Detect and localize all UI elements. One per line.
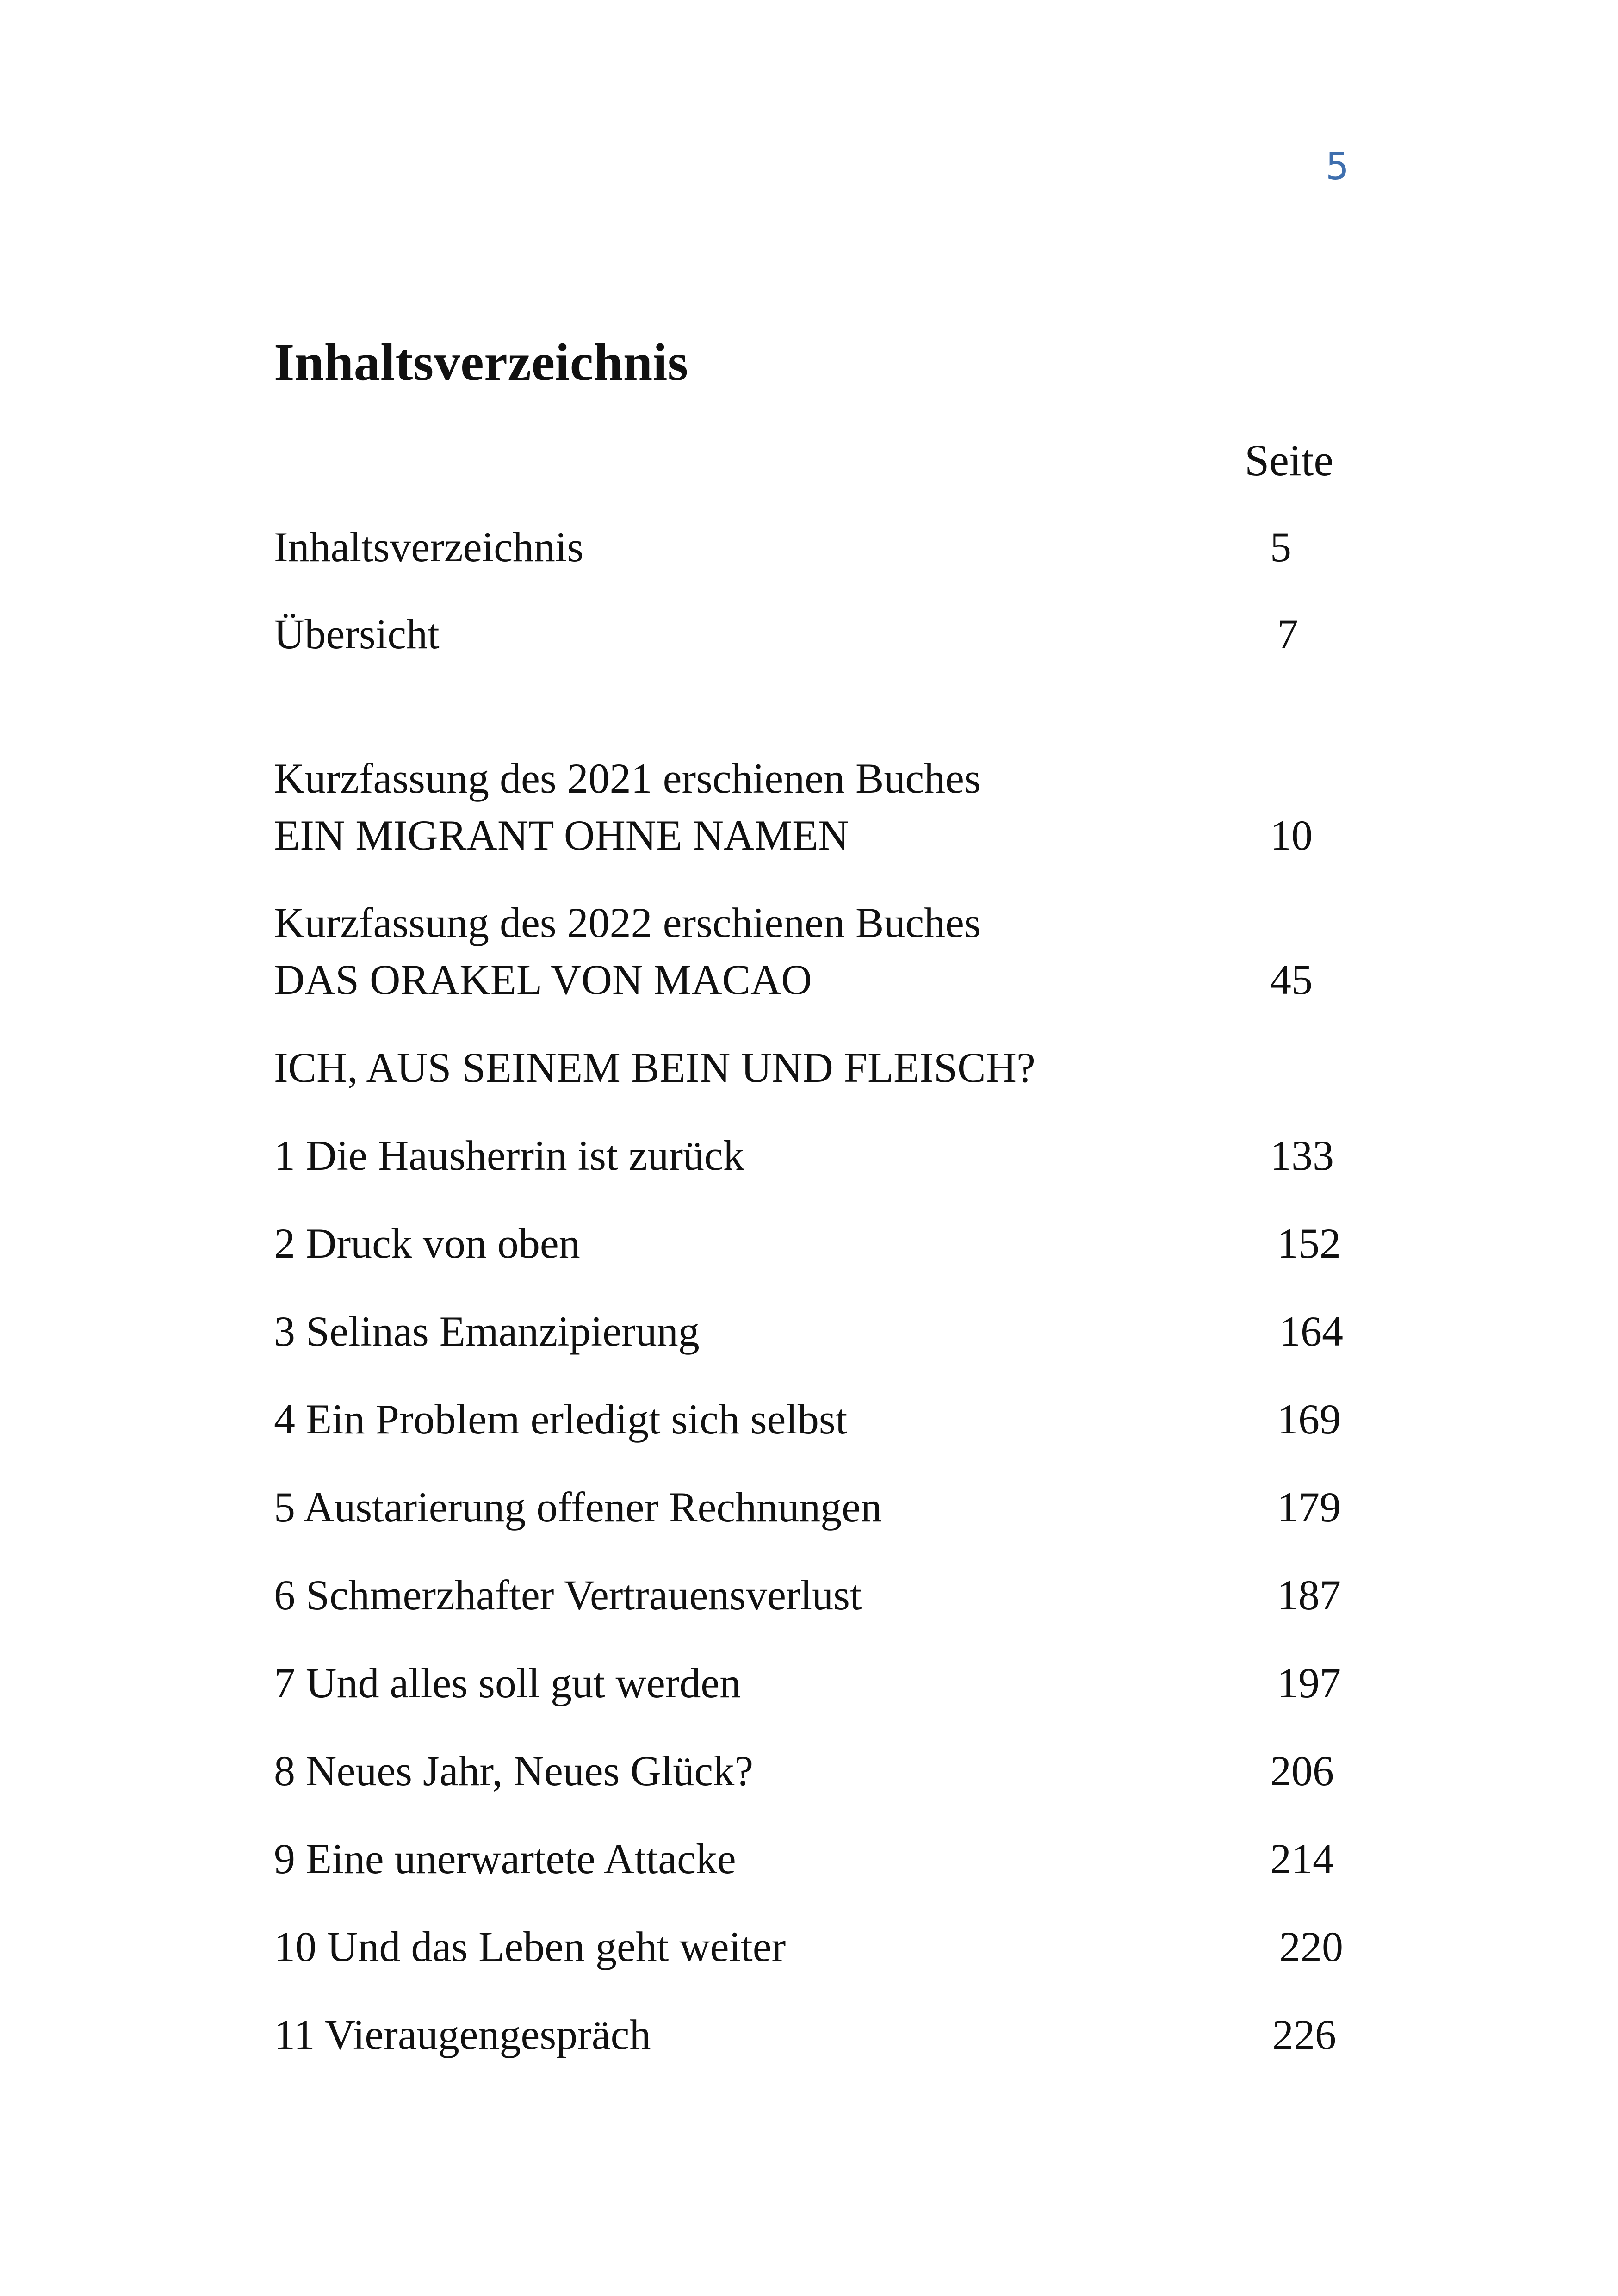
toc-entry-page: 220	[1279, 1923, 1343, 1970]
toc-entry-page: 5	[1270, 523, 1291, 571]
toc-entry-title: 8 Neues Jahr, Neues Glück?	[274, 1747, 754, 1794]
toc-entry-title: Inhaltsverzeichnis	[274, 523, 584, 571]
toc-entry-page: 214	[1270, 1835, 1334, 1882]
toc-entry-page: 226	[1272, 2011, 1336, 2058]
toc-entry-page: 133	[1270, 1132, 1334, 1179]
toc-entry-title: Kurzfassung des 2021 erschienen Buches	[274, 755, 981, 802]
toc-entry-page: 10	[1270, 812, 1313, 859]
toc-entry-title: 10 Und das Leben geht weiter	[274, 1923, 786, 1970]
toc-entry-page: 164	[1279, 1308, 1343, 1355]
toc-entry-title: 11 Vieraugengespräch	[274, 2011, 651, 2058]
page-number: 5	[1326, 145, 1349, 188]
toc-entry-subtitle: DAS ORAKEL VON MACAO	[274, 956, 812, 1003]
toc-entry-page: 7	[1277, 610, 1298, 658]
page-column-header: Seite	[1245, 435, 1333, 485]
toc-entry-page: 45	[1270, 956, 1313, 1003]
toc-entry-title: 7 Und alles soll gut werden	[274, 1659, 741, 1706]
toc-entry-page: 197	[1277, 1659, 1341, 1706]
toc-entry-title: Kurzfassung des 2022 erschienen Buches	[274, 899, 981, 946]
toc-entry-page: 187	[1277, 1571, 1341, 1619]
toc-entry-title: 1 Die Hausherrin ist zurück	[274, 1132, 744, 1179]
toc-entry-title: 2 Druck von oben	[274, 1220, 580, 1267]
toc-section-heading: ICH, AUS SEINEM BEIN UND FLEISCH?	[274, 1044, 1035, 1091]
toc-entry-subtitle: EIN MIGRANT OHNE NAMEN	[274, 812, 849, 859]
toc-entry-title: 5 Austarierung offener Rechnungen	[274, 1483, 882, 1531]
toc-entry-page: 179	[1277, 1483, 1341, 1531]
toc-entry-title: Übersicht	[274, 610, 440, 658]
toc-entry-page: 206	[1270, 1747, 1334, 1794]
toc-entry-title: 9 Eine unerwartete Attacke	[274, 1835, 736, 1882]
toc-entry-title: 6 Schmerzhafter Vertrauensverlust	[274, 1571, 862, 1619]
toc-entry-page: 152	[1277, 1220, 1341, 1267]
toc-title: Inhaltsverzeichnis	[274, 333, 688, 391]
toc-entry-title: 3 Selinas Emanzipierung	[274, 1308, 700, 1355]
toc-entry-page: 169	[1277, 1396, 1341, 1443]
toc-entry-title: 4 Ein Problem erledigt sich selbst	[274, 1396, 848, 1443]
